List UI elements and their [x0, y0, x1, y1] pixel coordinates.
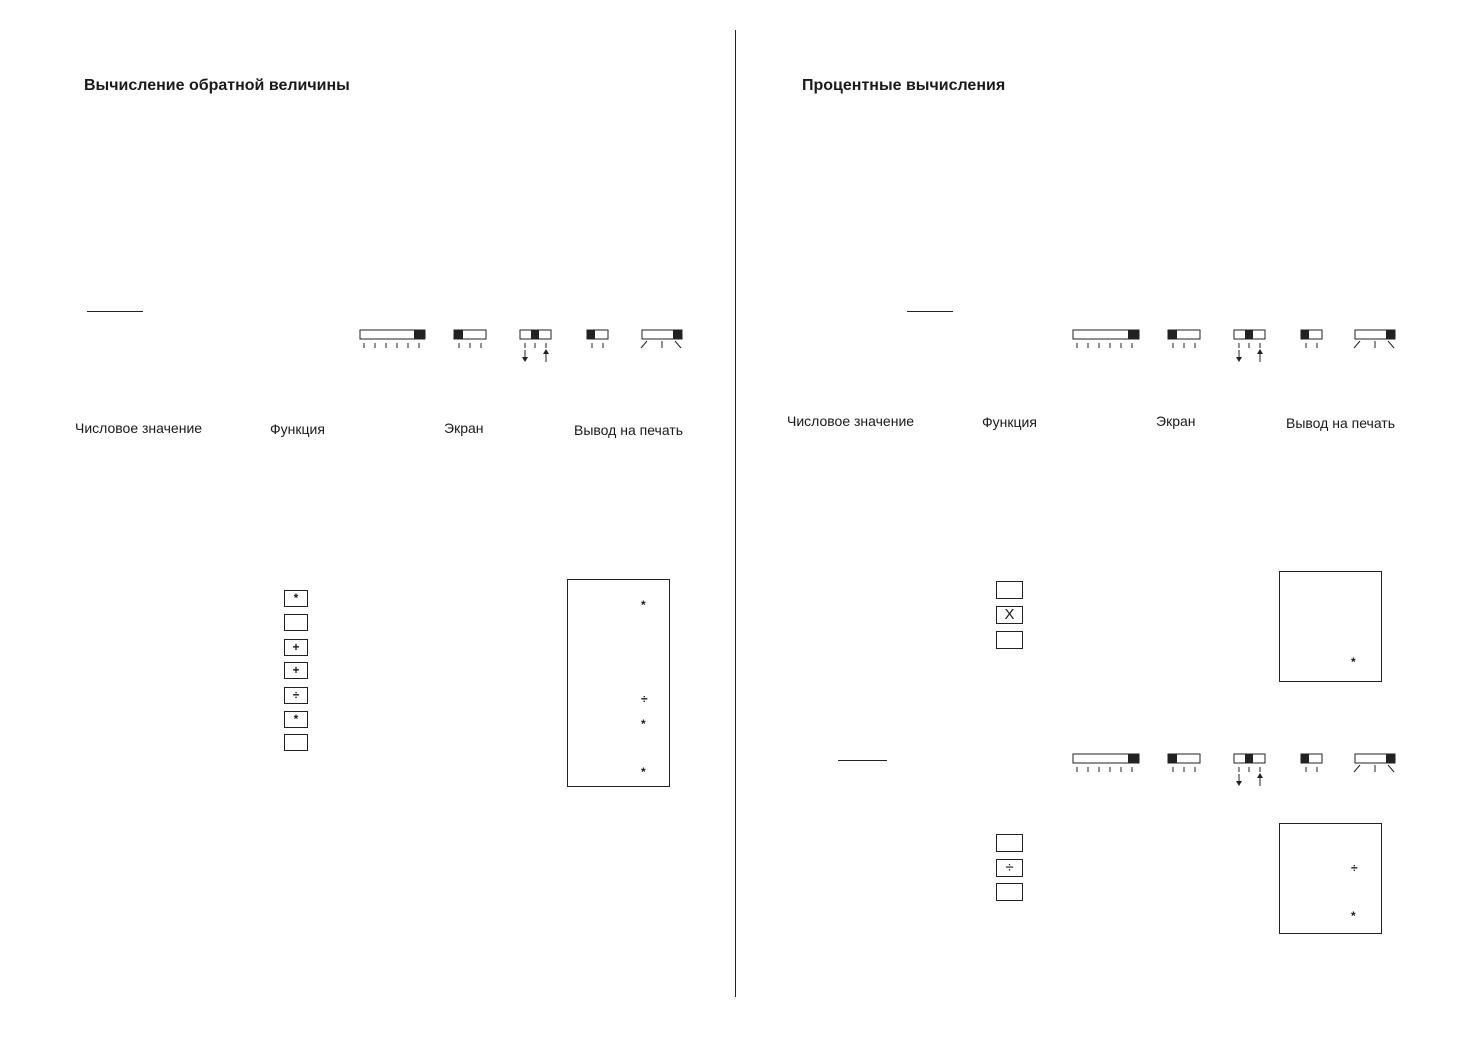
right-printout-tape-1: [1279, 571, 1382, 682]
left-switch-panel: [355, 325, 695, 365]
mode-switch: [454, 330, 486, 348]
page-divider: [735, 30, 736, 997]
right-column-display: Экран: [1156, 413, 1196, 429]
right-underline-1: [907, 311, 953, 312]
function-key: +: [284, 662, 308, 679]
left-column-number: Числовое значение: [75, 420, 203, 436]
tape-mark: ÷: [641, 692, 648, 706]
left-underline: [87, 311, 143, 312]
function-key: [284, 734, 308, 751]
function-key: ÷: [996, 859, 1023, 877]
decimal-switch: [360, 330, 425, 348]
rounding-switch: [1234, 754, 1265, 786]
right-column-function: Функция: [982, 414, 1037, 430]
rounding-switch: [520, 330, 551, 362]
tape-mark: *: [641, 717, 646, 731]
print-switch: [587, 330, 608, 348]
function-key: [996, 834, 1023, 852]
right-underline-2: [838, 760, 887, 761]
right-page-title: Процентные вычисления: [802, 77, 1006, 94]
decimal-switch: [1073, 330, 1139, 348]
function-key: *: [284, 590, 308, 607]
function-key: [996, 581, 1023, 599]
decimal-switch: [1073, 754, 1139, 772]
function-key: *: [284, 711, 308, 728]
function-switch: [1354, 330, 1395, 348]
left-column-function: Функция: [270, 421, 325, 437]
mode-switch: [1168, 754, 1200, 772]
function-key: [284, 614, 308, 631]
tape-mark: *: [641, 765, 646, 779]
print-switch: [1301, 330, 1322, 348]
tape-mark: *: [1351, 909, 1356, 923]
right-switch-panel-1: [1068, 325, 1408, 365]
function-key: [996, 883, 1023, 901]
function-key: +: [284, 639, 308, 656]
tape-mark: *: [1351, 655, 1356, 669]
function-key: [996, 631, 1023, 649]
function-switch: [1354, 754, 1395, 772]
mode-switch: [1168, 330, 1200, 348]
tape-mark: *: [641, 598, 646, 612]
function-key: X: [996, 606, 1023, 624]
left-column-printout: Вывод на печать: [574, 422, 684, 438]
rounding-switch: [1234, 330, 1265, 362]
left-column-display: Экран: [444, 420, 484, 436]
right-column-printout: Вывод на печать: [1286, 415, 1396, 431]
right-switch-panel-2: [1068, 749, 1408, 789]
print-switch: [1301, 754, 1322, 772]
function-switch: [641, 330, 682, 348]
left-page-title: Вычисление обратной величины: [84, 77, 350, 94]
right-column-number: Числовое значение: [787, 413, 915, 429]
left-printout-tape: [567, 579, 670, 787]
function-key: ÷: [284, 687, 308, 704]
tape-mark: ÷: [1351, 861, 1358, 875]
right-printout-tape-2: [1279, 823, 1382, 934]
